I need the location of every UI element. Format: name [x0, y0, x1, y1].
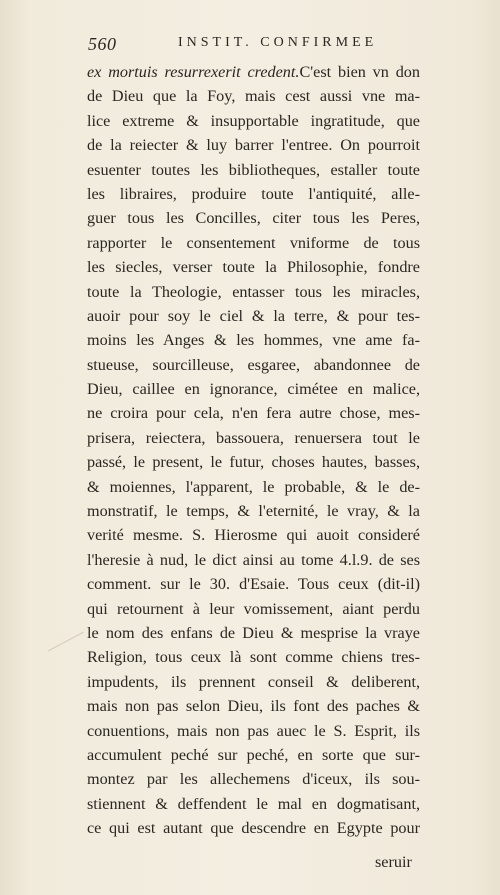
- page-number: 560: [88, 34, 117, 54]
- body-line: Dieu, caillee en ignorance, cimétee en malice,: [87, 380, 420, 399]
- running-title: INSTIT. CONFIRMEE: [178, 35, 378, 50]
- body-line: impudents, ils prennent conseil & deliberent,: [87, 672, 420, 691]
- body-text: [87, 60, 420, 841]
- running-head: [88, 34, 420, 60]
- body-line: prisera, reiectera, bassouera, renuersera tout le: [87, 428, 420, 447]
- body-line: monstratif, le temps, & l'eternité, le vray, & la: [87, 502, 420, 521]
- body-line: esuenter toutes les bibliotheques, estaller toute: [87, 160, 420, 179]
- body-line: comment. sur le 30. d'Esaie. Tous ceux (dit-il): [87, 575, 420, 594]
- body-line: toute la Theologie, entasser tous les miracles,: [87, 282, 420, 301]
- pen-mark: [48, 632, 92, 668]
- body-line: & moiennes, l'apparent, le probable, & le de-: [87, 477, 420, 496]
- body-line: de la reiecter & luy barrer l'entree. On pourroit: [87, 136, 420, 155]
- body-line: le nom des enfans de Dieu & mesprise la vraye: [87, 623, 420, 642]
- body-line: qui retournent à leur vomissement, aiant perdu: [87, 599, 420, 618]
- body-line: les libraires, produire toute l'antiquité, alle-: [87, 184, 420, 203]
- body-line: l'heresie à nud, le dict ainsi au tome 4.l.9. de ses: [87, 550, 420, 569]
- body-line: guer tous les Concilles, citer tous les Peres,: [87, 209, 420, 228]
- body-line: les siecles, verser toute la Philosophie, fondre: [87, 258, 420, 277]
- body-line: lice extreme & insupportable ingratitude, que: [87, 111, 420, 130]
- body-line: Religion, tous ceux là sont comme chiens tres-: [87, 648, 420, 667]
- body-line: [87, 60, 420, 84]
- body-line: mais non pas selon Dieu, ils font des paches &: [87, 697, 420, 716]
- body-line: stueuse, sourcilleuse, esgaree, abandonnee de: [87, 355, 420, 374]
- body-line: rapporter le consentement vniforme de tous: [87, 233, 420, 252]
- body-line: ne croira pour cela, n'en fera autre chose, mes-: [87, 404, 420, 423]
- body-line: auoir pour soy le ciel & la terre, & pour tes-: [87, 306, 420, 325]
- body-line: verité mesme. S. Hierosme qui auoit consideré: [87, 526, 420, 545]
- body-line: de Dieu que la Foy, mais cest aussi vne ma-: [87, 87, 420, 106]
- body-line-text: C'est bien vn don: [299, 63, 420, 81]
- body-line: moins les Anges & les hommes, vne ame fa-: [87, 331, 420, 350]
- latin-quotation: ex mortuis resurrexerit credent.: [87, 63, 300, 81]
- body-line: passé, le present, le futur, choses hautes, basses,: [87, 453, 420, 472]
- body-line: ce qui est autant que descendre en Egypte pour: [87, 819, 420, 838]
- body-line: accumulent peché sur peché, en sorte que sur-: [87, 745, 420, 764]
- body-line: montez par les allechemens d'iceux, ils sou-: [87, 770, 420, 789]
- catchword: seruir: [375, 853, 412, 871]
- body-line: conuentions, mais non pas auec le S. Esprit, ils: [87, 721, 420, 740]
- body-line: stiennent & deffendent le mal en dogmatisant,: [87, 794, 420, 813]
